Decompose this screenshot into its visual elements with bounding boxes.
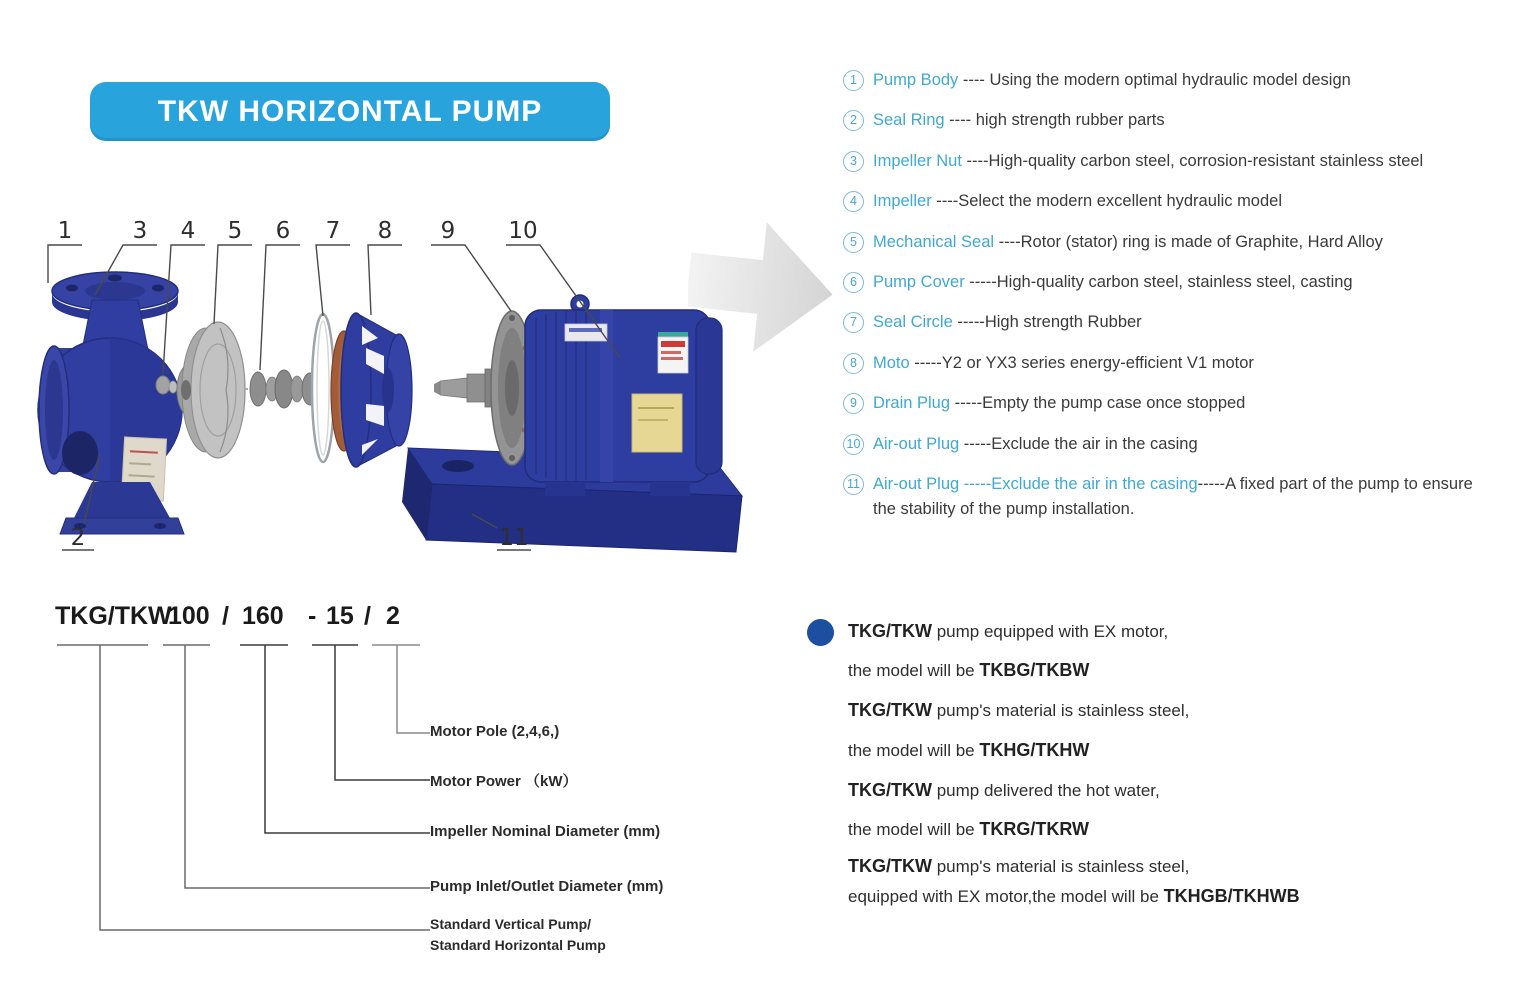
note-line — [848, 700, 1189, 721]
part-description: ----Select the modern excellent hydraulic model — [931, 192, 1283, 211]
part-number-badge: 1 — [843, 70, 864, 91]
note-bold: TKRG/TKRW — [979, 819, 1089, 839]
model-code-power: 15 — [326, 602, 354, 630]
part-list-item — [843, 391, 1498, 431]
part-list-item — [843, 149, 1498, 189]
model-code-separator: / — [364, 602, 371, 630]
note-text: pump delivered the hot water, — [931, 781, 1160, 800]
note-bold: TKG/TKW — [848, 700, 932, 720]
part-number-badge: 7 — [843, 312, 864, 333]
note-text: pump equipped with EX motor, — [931, 622, 1169, 641]
part-name: Mechanical Seal — [873, 232, 995, 251]
note-text: pump's material is stainless steel, — [931, 701, 1190, 720]
part-name: Air-out Plug — [873, 474, 960, 493]
model-breakdown-lines — [40, 635, 720, 975]
callout-10: 10 — [508, 218, 538, 244]
part-number-badge: 8 — [843, 353, 864, 374]
impeller-illustration — [177, 322, 245, 458]
breakdown-label-inlet-outlet: Pump Inlet/Outlet Diameter (mm) — [430, 878, 664, 895]
part-number-badge: 2 — [843, 110, 864, 131]
part-description: -----Exclude the air in the casing — [959, 434, 1198, 453]
breakdown-label-standard-vertical: Standard Vertical Pump/ — [430, 916, 592, 932]
callout-8: 8 — [377, 218, 393, 244]
part-number-badge: 6 — [843, 272, 864, 293]
note-line — [848, 780, 1160, 801]
part-number-badge: 3 — [843, 151, 864, 172]
callout-5: 5 — [227, 218, 243, 244]
pump-exploded-diagram — [20, 198, 760, 578]
part-name: Air-out Plug — [873, 434, 960, 453]
model-code-impeller: 160 — [242, 602, 284, 630]
note-bullet-icon — [807, 619, 834, 646]
part-name: Moto — [873, 353, 910, 372]
breakdown-label-motor-pole: Motor Pole (2,4,6,) — [430, 723, 560, 740]
model-code-pole: 2 — [386, 602, 400, 630]
callout-6: 6 — [275, 218, 291, 244]
note-line — [848, 740, 1089, 761]
note-text: the model will be — [848, 661, 980, 680]
note-text: pump's material is stainless steel, — [931, 857, 1190, 876]
part-description: ---- high strength rubber parts — [944, 111, 1165, 130]
part-list-item — [843, 432, 1498, 472]
note-line — [848, 856, 1189, 877]
note-line — [848, 819, 1089, 840]
part-name: Impeller Nut — [873, 151, 962, 170]
part-name: Impeller — [873, 192, 932, 211]
note-text: the model will be — [848, 820, 980, 839]
part-number-badge: 11 — [843, 474, 864, 495]
callout-1: 1 — [57, 218, 73, 244]
callout-7: 7 — [325, 218, 341, 244]
part-list-item — [843, 230, 1498, 270]
part-list-item — [843, 270, 1498, 310]
part-description: -----A fixed part of the pump to ensure the stability of the pump installation. — [873, 474, 1473, 518]
part-list-item — [843, 189, 1498, 229]
part-name: Seal Circle — [873, 313, 953, 332]
part-description-highlight: -----Exclude the air in the casing — [959, 474, 1198, 493]
part-list-item — [843, 68, 1498, 108]
part-name: Pump Body — [873, 71, 959, 89]
parts-list — [843, 68, 1498, 522]
part-number-badge: 5 — [843, 232, 864, 253]
title-banner — [90, 82, 610, 141]
part-description: -----Y2 or YX3 series energy-efficient V1 motor — [909, 353, 1254, 372]
breakdown-label-motor-power: Motor Power （kW） — [430, 773, 578, 790]
callout-11: 11 — [499, 525, 529, 551]
part-description: -----High strength Rubber — [952, 313, 1142, 332]
page-title: TKW HORIZONTAL PUMP — [157, 94, 543, 128]
callout-2: 2 — [70, 525, 86, 551]
part-name: Drain Plug — [873, 394, 951, 413]
part-description: ----High-quality carbon steel, corrosion-resistant stainless steel — [961, 151, 1424, 170]
part-number-badge: 10 — [843, 434, 864, 455]
part-name: Seal Ring — [873, 111, 945, 130]
pump-cover-illustration — [331, 313, 412, 467]
note-bold: TKG/TKW — [848, 856, 932, 876]
part-description: -----High-quality carbon steel, stainless steel, casting — [964, 272, 1353, 291]
part-description: ---- Using the modern optimal hydraulic model design — [958, 71, 1351, 89]
note-bold: TKHGB/TKHWB — [1163, 886, 1300, 906]
model-code-inlet: 100 — [168, 602, 210, 630]
note-line — [848, 621, 1168, 642]
part-list-item — [843, 108, 1498, 148]
breakdown-label-standard-horizontal: Standard Horizontal Pump — [430, 937, 606, 953]
part-name: Pump Cover — [873, 272, 965, 291]
part-list-item — [843, 310, 1498, 350]
model-code-separator: - — [308, 602, 317, 630]
arrow-right-icon — [688, 200, 838, 380]
model-code-separator: / — [222, 602, 229, 630]
note-bold: TKG/TKW — [848, 621, 932, 641]
part-list-item — [843, 472, 1498, 522]
part-list-item — [843, 351, 1498, 391]
part-description: ----Rotor (stator) ring is made of Graphite, Hard Alloy — [994, 232, 1383, 251]
callout-9: 9 — [440, 218, 456, 244]
callout-4: 4 — [180, 218, 196, 244]
note-line — [848, 660, 1089, 681]
note-line — [848, 886, 1300, 907]
note-bold: TKBG/TKBW — [979, 660, 1090, 680]
callout-3: 3 — [132, 218, 148, 244]
part-description: -----Empty the pump case once stopped — [950, 394, 1246, 413]
part-number-badge: 9 — [843, 393, 864, 414]
pump-body-illustration — [38, 272, 184, 534]
model-code-prefix: TKG/TKW — [55, 602, 172, 630]
note-bold: TKHG/TKHW — [979, 740, 1090, 760]
part-number-badge: 4 — [843, 191, 864, 212]
note-text: the model will be — [848, 741, 980, 760]
note-bold: TKG/TKW — [848, 780, 932, 800]
note-text: equipped with EX motor,the model will be — [848, 887, 1164, 906]
breakdown-label-impeller-diameter: Impeller Nominal Diameter (mm) — [430, 823, 661, 840]
mechanical-seal-parts-illustration — [245, 370, 318, 408]
